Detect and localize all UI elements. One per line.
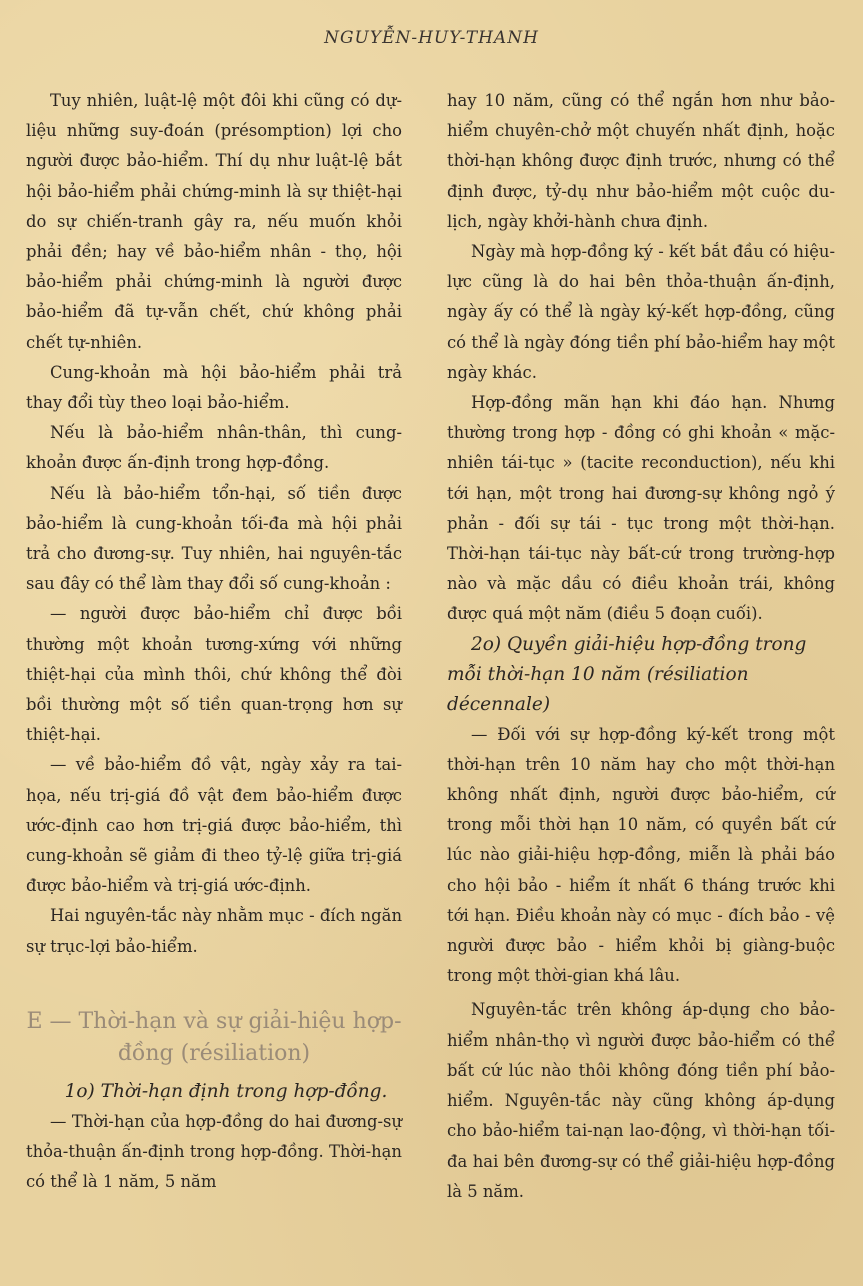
subheading: 2o) Quyền giải-hiệu hợp-đồng trong mỗi thời-hạn 10 năm (résiliation décennale) bbox=[447, 633, 807, 715]
paragraph: Hợp-đồng mãn hạn khi đáo hạn. Nhưng thường trong hợp - đồng có ghi khoản « mặc-nhiên tái-tục » (tacite reconduction), nếu khi tới hạn, một trong hai đương-sự không ngỏ ý phản - đối sự tái - tục trong một thời-hạn. Thời-hạn tái-tục này bất-cứ trong trường-hợp nào và mặc dầu có điều khoản trái, không được quá một năm (điều 5 đoạn cuối). bbox=[447, 393, 835, 624]
paragraph: — về bảo-hiểm đồ vật, ngày xảy ra tai-họa, nếu trị-giá đồ vật đem bảo-hiểm được ước-định cao hơn trị-giá được bảo-hiểm, thì cung-khoản sẽ giảm đi theo tỷ-lệ giữa trị-giá được bảo-hiểm và trị-giá ước-định. bbox=[26, 755, 402, 896]
section-heading: E — Thời-hạn và sự giải-hiệu hợp-đồng (résiliation) bbox=[26, 1008, 402, 1066]
right-column bbox=[447, 86, 835, 1207]
paragraph: Hai nguyên-tắc này nhằm mục - đích ngăn sự trục-lợi bảo-hiểm. bbox=[26, 906, 402, 956]
paragraph: Nguyên-tắc trên không áp-dụng cho bảo-hiểm nhân-thọ vì người được bảo-hiểm có thể bất cứ lúc nào thôi không đóng tiền phí bảo-hiểm. Nguyên-tắc này cũng không áp-dụng cho bảo-hiểm tai-nạn lao-động, vì thời-hạn tối-đa hai bên đương-sự có thể giải-hiệu hợp-đồng là 5 năm. bbox=[447, 1000, 835, 1201]
paragraph: Nếu là bảo-hiểm nhân-thân, thì cung-khoản được ấn-định trong hợp-đồng. bbox=[26, 423, 402, 473]
paragraph: Ngày mà hợp-đồng ký - kết bắt đầu có hiệu-lực cũng là do hai bên thỏa-thuận ấn-định, ngày ấy có thể là ngày ký-kết hợp-đồng, cũng có thể là ngày đóng tiền phí bảo-hiểm hay một ngày khác. bbox=[447, 242, 836, 382]
subheading: 1o) Thời-hạn định trong hợp-đồng. bbox=[64, 1080, 388, 1102]
paragraph: — Thời-hạn của hợp-đồng do hai đương-sự thỏa-thuận ấn-định trong hợp-đồng. Thời-hạn có thể là 1 năm, 5 năm bbox=[26, 1111, 402, 1192]
paragraph: Nếu là bảo-hiểm tổn-hại, số tiền được bảo-hiểm là cung-khoản tối-đa mà hội phải trả cho đương-sự. Tuy nhiên, hai nguyên-tắc sau đây có thể làm thay đổi số cung-khoản : bbox=[26, 483, 402, 594]
left-column bbox=[26, 86, 402, 1198]
paragraph: Tuy nhiên, luật-lệ một đôi khi cũng có dự-liệu những suy-đoán (présomption) lợi cho người được bảo-hiểm. Thí dụ như luật-lệ bắt hội bảo-hiểm phải chứng-minh là sự thiệt-hại do sự chiến-tranh gây ra, nếu muốn khỏi phải đền; hay về bảo-hiểm nhân - thọ, hội bảo-hiểm phải chứng-minh là người được bảo-hiểm đã tự-vẫn chết, chứ không phải chết tự-nhiên. bbox=[26, 91, 402, 352]
paragraph: hay 10 năm, cũng có thể ngắn hơn như bảo-hiểm chuyên-chở một chuyến nhất định, hoặc thời-hạn không được định trước, nhưng có thể định được, tỷ-dụ như bảo-hiểm một cuộc du-lịch, ngày khởi-hành chưa định. bbox=[447, 91, 835, 231]
running-head: NGUYỄN-HUY-THANH bbox=[324, 28, 539, 48]
paragraph: — Đối với sự hợp-đồng ký-kết trong một thời-hạn trên 10 năm hay cho một thời-hạn không nhất định, người được bảo-hiểm, cứ trong mỗi thời hạn 10 năm, có quyền bất cứ lúc nào giải-hiệu hợp-đồng, miễn là phải báo cho hội bảo - hiểm ít nhất 6 tháng trước khi tới hạn. Điều khoản này có mục - đích bảo - vệ người được bảo - hiểm khỏi bị giàng-buộc trong một thời-gian khá lâu. bbox=[447, 724, 835, 986]
paragraph: — người được bảo-hiểm chỉ được bồi thường một khoản tương-xứng với những thiệt-hại của mình thôi, chứ không thể đòi bồi thường một số tiền quan-trọng hơn sự thiệt-hại. bbox=[26, 604, 402, 745]
paragraph: Cung-khoản mà hội bảo-hiểm phải trả thay đổi tùy theo loại bảo-hiểm. bbox=[26, 362, 402, 413]
